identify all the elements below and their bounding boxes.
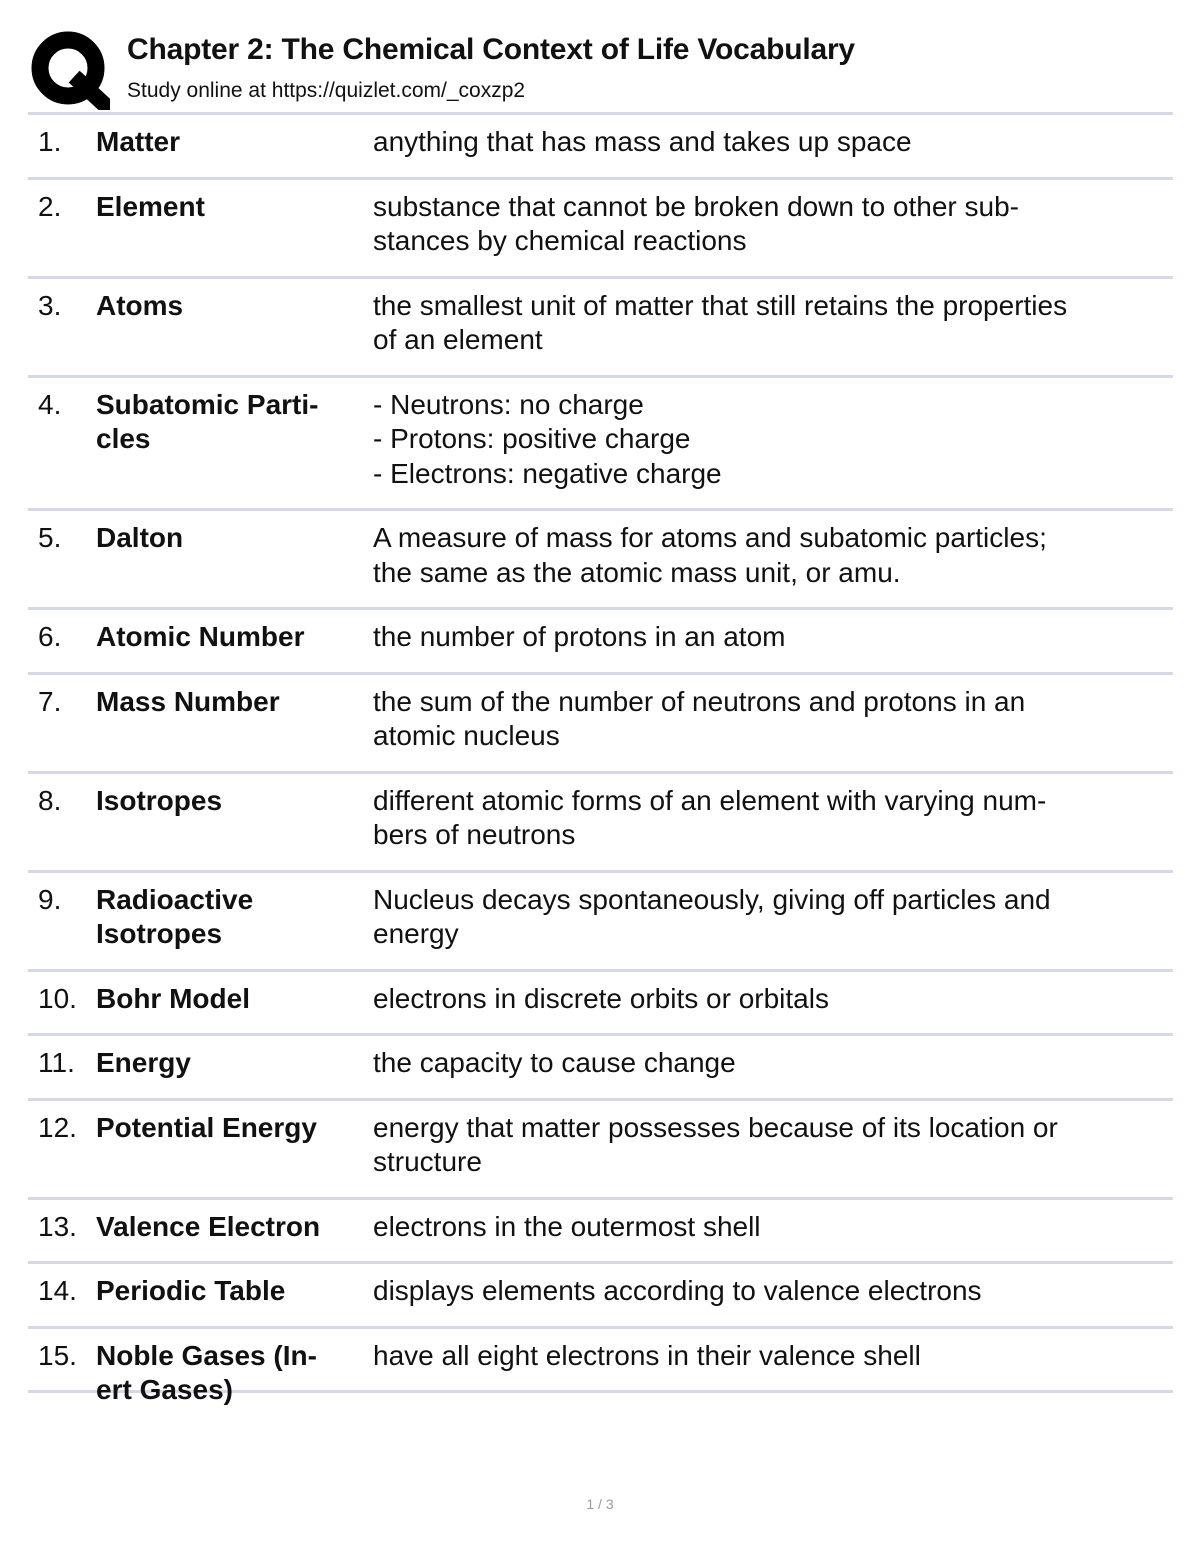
term-name: Energy <box>96 1047 191 1078</box>
term-definition: the sum of the number of neutrons and protons in an atomic nucleus <box>373 685 1026 751</box>
term-name: Matter <box>96 126 181 157</box>
term-name: Noble Gases (In- ert Gases) <box>96 1339 317 1405</box>
vocab-row <box>28 972 1173 1037</box>
term-number: 1. <box>38 126 62 157</box>
term-name: Valence Electron <box>96 1210 321 1242</box>
vocab-row <box>28 610 1173 675</box>
term-number: 11. <box>38 1047 75 1078</box>
term-number: 3. <box>38 289 62 321</box>
term-name: Atoms <box>96 289 184 321</box>
term-name: Atomic Number <box>96 621 305 652</box>
study-online-link[interactable]: Study online at https://quizlet.com/_coxzp2 <box>127 79 526 102</box>
term-number: 12. <box>38 1111 77 1143</box>
vocab-row <box>28 1264 1173 1329</box>
term-definition: displays elements according to valence electrons <box>373 1275 982 1306</box>
term-definition: different atomic forms of an element with varying num- bers of neutrons <box>373 784 1047 850</box>
vocab-row <box>28 511 1173 610</box>
term-name: Bohr Model <box>96 982 250 1014</box>
page-header <box>30 28 1175 110</box>
term-name: Isotropes <box>96 784 223 816</box>
term-name: Periodic Table <box>96 1275 286 1306</box>
term-number: 7. <box>38 685 62 717</box>
term-definition: electrons in discrete orbits or orbitals <box>373 982 829 1014</box>
vocab-row <box>28 774 1173 873</box>
term-name: Dalton <box>96 522 184 553</box>
term-definition: anything that has mass and takes up space <box>373 126 912 157</box>
vocab-row <box>28 115 1173 180</box>
page-number: 1 / 3 <box>586 1496 614 1512</box>
term-name: Mass Number <box>96 685 280 717</box>
term-definition: substance that cannot be broken down to other sub- stances by chemical reactions <box>373 190 1019 256</box>
vocab-row <box>28 873 1173 972</box>
term-number: 2. <box>38 190 62 222</box>
term-definition: have all eight electrons in their valence shell <box>373 1339 921 1371</box>
term-definition: the number of protons in an atom <box>373 621 786 652</box>
vocab-row <box>28 1101 1173 1200</box>
term-number: 8. <box>38 784 62 816</box>
vocab-row <box>28 1329 1173 1405</box>
term-number: 4. <box>38 388 62 420</box>
vocab-row <box>28 1200 1173 1265</box>
vocabulary-list <box>28 115 1173 1405</box>
term-definition: energy that matter possesses because of its location or structure <box>373 1111 1058 1177</box>
term-definition: electrons in the outermost shell <box>373 1210 761 1242</box>
term-name: Potential Energy <box>96 1111 317 1143</box>
vocab-row <box>28 378 1173 512</box>
term-definition: the smallest unit of matter that still retains the properties of an element <box>373 289 1068 355</box>
term-name: Subatomic Parti- cles <box>96 388 319 454</box>
quizlet-q-logo-icon <box>30 30 110 110</box>
vocab-row <box>28 1036 1173 1101</box>
term-definition: A measure of mass for atoms and subatomic particles; the same as the atomic mass unit, or amu. <box>373 522 1047 588</box>
term-definition: - Neutrons: no charge - Protons: positive charge - Electrons: negative charge <box>373 388 722 489</box>
term-number: 6. <box>38 621 62 652</box>
term-name: Radioactive Isotropes <box>96 883 254 949</box>
term-definition: the capacity to cause change <box>373 1047 736 1078</box>
term-number: 15. <box>38 1339 77 1371</box>
term-number: 9. <box>38 883 62 915</box>
page-title: Chapter 2: The Chemical Context of Life Vocabulary <box>127 33 855 66</box>
vocab-row <box>28 279 1173 378</box>
term-number: 10. <box>38 982 77 1014</box>
term-definition: Nucleus decays spontaneously, giving off particles and energy <box>373 883 1051 949</box>
term-name: Element <box>96 190 205 222</box>
term-number: 14. <box>38 1275 77 1306</box>
vocab-row <box>28 675 1173 774</box>
term-number: 13. <box>38 1210 77 1242</box>
term-number: 5. <box>38 522 62 553</box>
vocab-row <box>28 180 1173 279</box>
